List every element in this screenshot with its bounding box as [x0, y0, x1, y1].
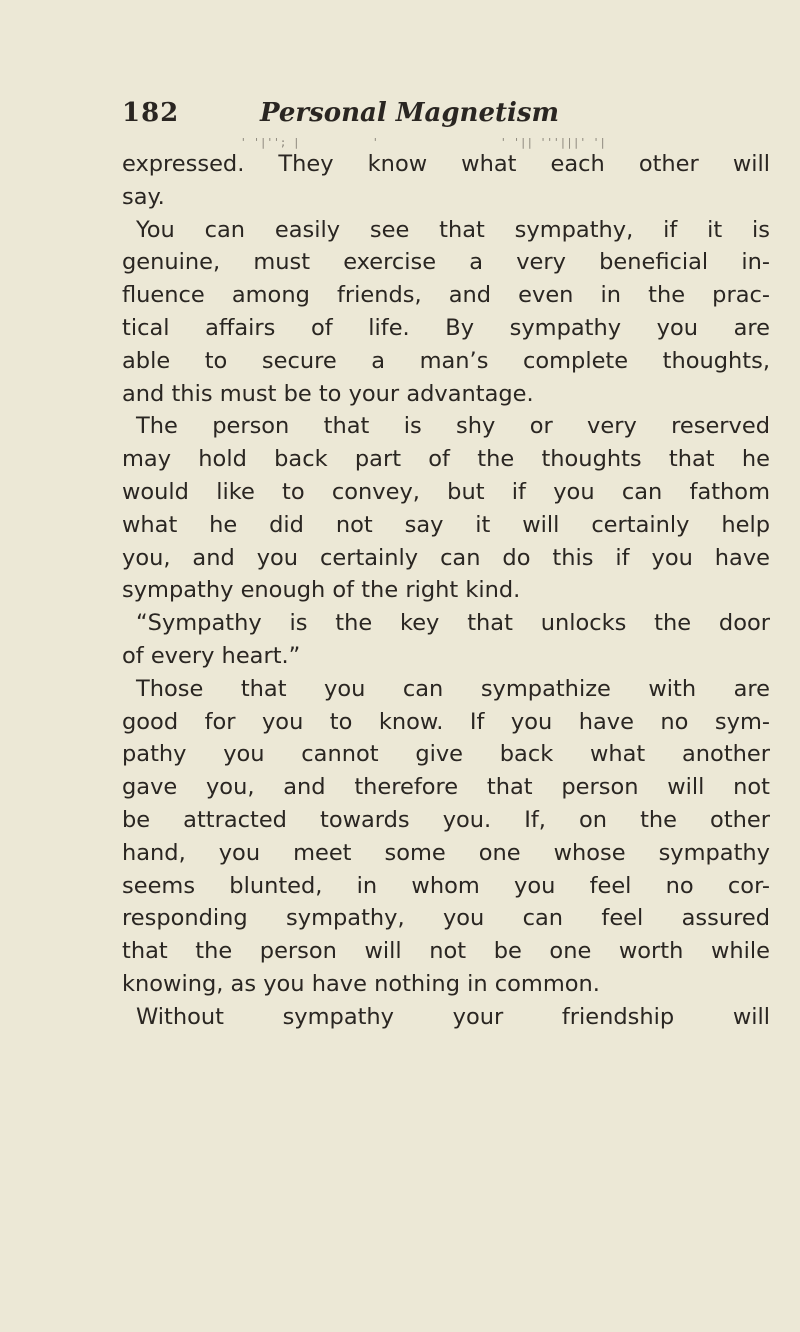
text-line: You can easily see that sympathy, if it is — [136, 216, 770, 243]
text-line: you, and you certainly can do this if you have — [122, 544, 770, 571]
print-speckle: ' '|| '''|||' '| — [500, 136, 606, 149]
text-line: of every heart.” — [122, 642, 301, 669]
text-line: fluence among friends, and even in the prac- — [122, 282, 770, 309]
text-line: be attracted towards you. If, on the other — [122, 806, 770, 833]
text-line: may hold back part of the thoughts that he — [122, 446, 770, 473]
text-line: seems blunted, in whom you feel no cor- — [122, 872, 770, 899]
text-line: Without sympathy your friendship will — [136, 1003, 770, 1030]
text-line: say. — [122, 183, 165, 210]
page-header — [122, 98, 772, 138]
page-number: 182 — [122, 98, 180, 128]
text-line: genuine, must exercise a very beneficial in- — [122, 249, 770, 276]
text-line: knowing, as you have nothing in common. — [122, 970, 600, 997]
text-line: The person that is shy or very reserved — [136, 413, 770, 440]
body-text — [122, 148, 770, 1034]
text-line: gave you, and therefore that person will not — [122, 774, 770, 801]
text-line: good for you to know. If you have no sym- — [122, 708, 770, 735]
text-line: Those that you can sympathize with are — [136, 675, 770, 702]
text-line: responding sympathy, you can feel assured — [122, 905, 770, 932]
text-line: “Sympathy is the key that unlocks the door — [136, 610, 770, 637]
text-line: and this must be to your advantage. — [122, 380, 534, 407]
text-line: that the person will not be one worth while — [122, 938, 770, 965]
text-line: what he did not say it will certainly help — [122, 511, 770, 538]
print-speckle: ' — [372, 136, 379, 149]
print-speckle: ' '|''; | — [240, 136, 300, 149]
text-line: tical affairs of life. By sympathy you are — [122, 314, 770, 341]
text-line: sympathy enough of the right kind. — [122, 577, 521, 604]
text-line: pathy you cannot give back what another — [122, 741, 770, 768]
text-line: able to secure a man’s complete thoughts, — [122, 347, 770, 374]
text-line: would like to convey, but if you can fathom — [122, 478, 770, 505]
running-title: Personal Magnetism — [260, 98, 560, 128]
text-line: hand, you meet some one whose sympathy — [122, 839, 770, 866]
text-line: expressed. They know what each other will — [122, 151, 770, 177]
